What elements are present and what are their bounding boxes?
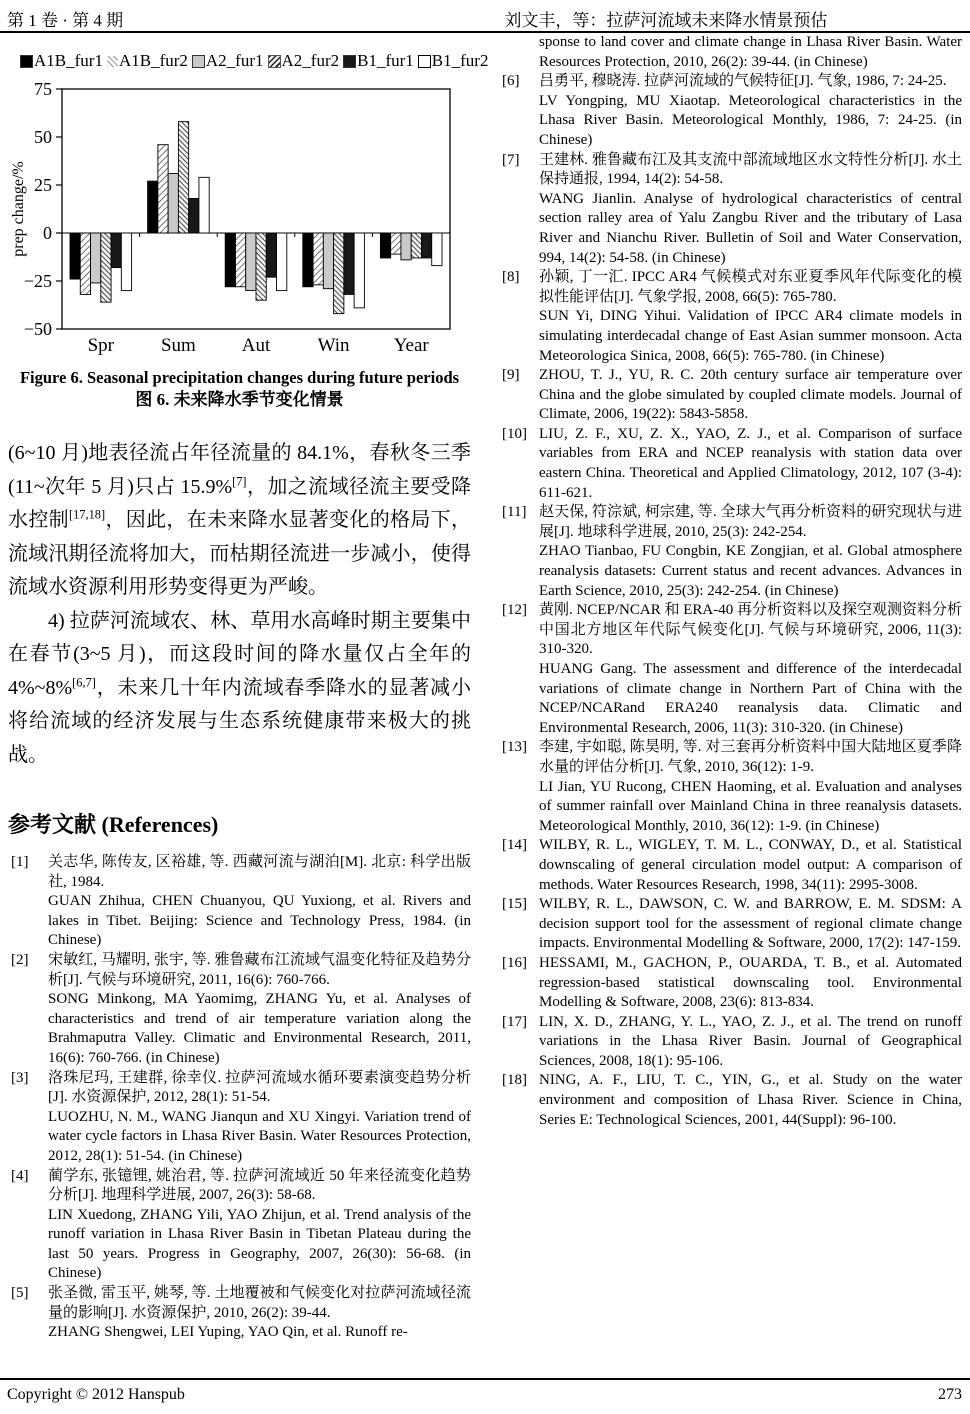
- citation-superscript: [17,18]: [68, 507, 106, 522]
- reference-number: [1]: [11, 854, 29, 870]
- legend-label: A1B_fur2: [118, 51, 188, 70]
- reference-item: [499, 895, 962, 954]
- reference-text: sponse to land cover and climate change in Lhasa River Basin. Water Resources Protection, 2010, 26(2): 39-44. (in Chinese): [539, 34, 962, 70]
- reference-text: HESSAMI, M., GACHON, P., OUARDA, T. B., et al. Automated regression-based statistical downscaling tool. Environmental Modelling & Software, 2008, 23(6): 813-834.: [539, 954, 962, 1011]
- reference-item: [499, 151, 962, 269]
- reference-number: [5]: [11, 1285, 29, 1302]
- reference-item: [8, 1069, 471, 1167]
- legend-item: [20, 51, 103, 71]
- reference-text: 王建林. 雅鲁藏布江及其支流中部流域地区水文特性分析[J]. 水土保持通报, 1994, 14(2): 54-58.: [539, 151, 962, 188]
- citation-superscript: [6,7]: [72, 674, 96, 689]
- reference-number: [2]: [11, 951, 29, 968]
- reference-text: GUAN Zhihua, CHEN Chuanyou, QU Yuxiong, et al. Rivers and lakes in Tibet. Beijing: Science and Technology Press, 1984. (in Chinese): [48, 893, 471, 949]
- legend-marker-B1_fur2: [418, 55, 431, 68]
- running-title: 刘文丰，等：拉萨河流域未来降水情景预估: [504, 11, 828, 30]
- reference-text: 张圣微, 雷玉平, 姚琴, 等. 土地覆被和气候变化对拉萨河流域径流量的影响[J]. 水资源保护, 2010, 26(2): 39-44.: [48, 1285, 471, 1321]
- reference-item: [499, 425, 962, 503]
- body-paragraph-1: (6~10 月)地表径流占年径流量的 84.1%，春秋冬三季(11~次年 5 月)只占 15.9%[7]，加之流域径流主要受降水控制[17,18]，因此，在未来降水显著变化的格局下，流域汛期径流将加大，而枯期径流进一步减小，使得流域水资源利用形势变得更为严峻。: [8, 442, 472, 598]
- chart-legend: [8, 51, 489, 71]
- reference-number: [12]: [502, 602, 527, 619]
- seasonal-precip-bar-chart: [10, 77, 465, 355]
- reference-text: 黄刚. NCEP/NCAR 和 ERA-40 再分析资料以及探空观测资料分析中国北方地区年代际气候变化[J]. 气候与环境研究, 2006, 11(3): 310-320.: [539, 602, 962, 658]
- reference-text: SONG Minkong, MA Yaomimg, ZHANG Yu, et al. Analyses of characteristics and trend of air temperature variation along the Brahmaputra Valley. Climatic and Environmental Research, 2011, 16(6): 760-766. (in Chinese): [48, 991, 471, 1066]
- reference-number: [18]: [502, 1072, 527, 1089]
- reference-text: 蔺学东, 张镱锂, 姚治君, 等. 拉萨河流域近 50 年来径流变化趋势分析[J]. 地理科学进展, 2007, 26(3): 58-68.: [48, 1167, 471, 1204]
- reference-item: [499, 601, 962, 738]
- svg-text:50: 50: [34, 127, 52, 147]
- reference-item: [499, 1071, 962, 1130]
- reference-number: [4]: [11, 1167, 29, 1184]
- svg-text:prep change/%: prep change/%: [10, 161, 27, 257]
- references-list-right: [499, 33, 962, 1130]
- reference-text: 李建, 宇如聪, 陈昊明, 等. 对三套再分析资料中国大陆地区夏季降水量的评估分析[J]. 气象, 2010, 36(12): 1-9.: [539, 739, 962, 775]
- reference-item: [8, 853, 471, 951]
- reference-number: [14]: [502, 837, 527, 854]
- references-heading: 参考文献 (References): [8, 812, 219, 837]
- legend-label: A1B_fur1: [34, 51, 103, 70]
- legend-item: [418, 51, 489, 71]
- reference-text: SUN Yi, DING Yihui. Validation of IPCC AR4 climate models in simulating interdecadal change of East Asian summer monsoon. Acta Meteorologica Sinica, 2008, 66(5): 765-780. (in Chinese): [539, 308, 962, 364]
- svg-text:Sum: Sum: [160, 335, 196, 355]
- svg-text:−25: −25: [23, 271, 52, 291]
- legend-label: A2_fur1: [205, 51, 264, 70]
- legend-label: B1_fur2: [431, 51, 489, 70]
- reference-text: 孙颖, 丁一汇. IPCC AR4 气候模式对东亚夏季风年代际变化的模拟性能评估[J]. 气象学报, 2008, 66(5): 765-780.: [539, 269, 962, 305]
- two-column-layout: [8, 33, 962, 1343]
- reference-text: NING, A. F., LIU, T. C., YIN, G., et al. Study on the water environment and composition of Lhasa River. Science in China, Series E: Technological Sciences, 2001, 44(Suppl): 96-100.: [539, 1072, 962, 1128]
- reference-text: 宋敏红, 马耀明, 张宇, 等. 雅鲁藏布江流域气温变化特征及趋势分析[J]. 气候与环境研究, 2011, 16(6): 760-766.: [48, 951, 471, 988]
- reference-item: [499, 503, 962, 601]
- reference-number: [9]: [502, 367, 520, 384]
- reference-text: LV Yongping, MU Xiaotap. Meteorological characteristics in the Lhasa River Basin. Meteorological Monthly, 1986, 7: 24-25. (in Chinese): [539, 92, 962, 148]
- svg-text:Spr: Spr: [87, 335, 115, 355]
- reference-item: [499, 1013, 962, 1072]
- reference-text: WILBY, R. L., WIGLEY, T. M. L., CONWAY, D., et al. Statistical downscaling of general circulation model output: A comparison of methods. Water Resources Research, 1998, 34(11): 2995-3008.: [539, 837, 962, 893]
- reference-item: [499, 268, 962, 366]
- svg-text:−50: −50: [23, 319, 52, 339]
- reference-number: [11]: [502, 504, 527, 521]
- reference-item: [499, 72, 962, 150]
- figure-caption-english: Figure 6. Seasonal precipitation changes during future periods: [19, 368, 460, 387]
- page-footer: [0, 1378, 970, 1406]
- right-column: [499, 33, 962, 1130]
- legend-marker-A1B_fur1: [20, 55, 33, 68]
- copyright-notice: Copyright © 2012 Hanspub: [7, 1386, 185, 1403]
- reference-item: [8, 1284, 471, 1343]
- volume-issue-label: 第 1 卷 · 第 4 期: [7, 11, 124, 30]
- reference-number: [13]: [502, 739, 527, 756]
- legend-item: [268, 51, 340, 71]
- reference-text: LUOZHU, N. M., WANG Jianqun and XU Xingyi. Variation trend of water cycle factors in Lhasa River Basin. Water Resources Protection, 2012, 28(1): 51-54. (in Chinese): [48, 1108, 471, 1164]
- figure-caption-chinese: 图 6. 未来降水季节变化情景: [135, 390, 344, 409]
- reference-text: ZHAO Tianbao, FU Congbin, KE Zongjian, et al. Global atmosphere reanalysis datasets: Current status and recent advances. Advances in Earth Science, 2010, 25(3): 242-254. (in Chinese): [539, 543, 962, 599]
- legend-item: [107, 51, 188, 71]
- figure-6: [8, 51, 489, 411]
- left-column: [8, 33, 489, 1343]
- legend-marker-A2_fur1: [192, 55, 205, 68]
- reference-item: [499, 738, 962, 836]
- reference-text: 洛珠尼玛, 王建群, 徐幸仪. 拉萨河流域水循环要素演变趋势分析[J]. 水资源保护, 2012, 28(1): 51-54.: [48, 1069, 471, 1106]
- reference-item: [8, 1167, 471, 1285]
- svg-text:25: 25: [34, 175, 52, 195]
- legend-marker-A1B_fur2: [107, 56, 118, 67]
- page-header: [0, 0, 970, 33]
- reference-number: [10]: [502, 425, 527, 442]
- body-text: [8, 437, 471, 772]
- body-paragraph-2: 4) 拉萨河流域农、林、草用水高峰时期主要集中在春节(3~5 月)，而这段时间的降水量仅占全年的 4%~8%[6,7]，未来几十年内流域春季降水的显著减小将给流域的经济发展与生态系统健康带来极大的挑战。: [8, 609, 471, 766]
- reference-text: 赵天保, 符淙斌, 柯宗建, 等. 全球大气再分析资料的研究现状与进展[J]. 地球科学进展, 2010, 25(3): 242-254.: [539, 504, 962, 540]
- legend-item: [343, 51, 414, 71]
- svg-text:Win: Win: [317, 335, 350, 355]
- reference-text: 关志华, 陈传友, 区裕雄, 等. 西藏河流与湖泊[M]. 北京: 科学出版社, 1984.: [48, 854, 471, 890]
- legend-marker-B1_fur1: [343, 55, 356, 68]
- reference-number: [8]: [502, 269, 520, 286]
- reference-number: [6]: [502, 73, 520, 90]
- svg-text:0: 0: [43, 223, 52, 243]
- reference-text: HUANG Gang. The assessment and difference of the interdecadal variations of climate change in Northern Part of China with the NCEP/NCARand ERA240 reanalysis data. Climatic and Environmental Research, 2006, 11(3): 310-320. (in Chinese): [539, 661, 962, 736]
- reference-number: [7]: [502, 151, 520, 168]
- reference-text: LI Jian, YU Rucong, CHEN Haoming, et al. Evaluation and analyses of summer rainfall over Mainland China in three reanalysis datasets. Meteorological Monthly, 2010, 36(12): 1-9. (in Chinese): [539, 778, 962, 834]
- legend-label: A2_fur2: [281, 51, 340, 70]
- references-list-left: [8, 853, 471, 1343]
- reference-number: [16]: [502, 954, 527, 971]
- reference-item: [499, 836, 962, 895]
- reference-text: WILBY, R. L., DAWSON, C. W. and BARROW, E. M. SDSM: A decision support tool for the assessment of regional climate change impacts. Environmental Modelling & Software, 2000, 17(2): 147-159.: [539, 896, 962, 952]
- reference-item: [499, 366, 962, 425]
- reference-number: [3]: [11, 1069, 29, 1086]
- reference-text: ZHOU, T. J., YU, R. C. 20th century surface air temperature over China and the globe simulated by coupled climate models. Journal of Climate, 2006, 19(22): 5843-5858.: [539, 367, 962, 423]
- legend-label: B1_fur1: [357, 51, 414, 70]
- reference-item-continuation: [499, 33, 962, 72]
- reference-number: [15]: [502, 896, 527, 913]
- reference-text: LIU, Z. F., XU, Z. X., YAO, Z. J., et al. Comparison of surface variables from ERA and NCEP reanalysis with station data over eastern China. Theoretical and Applied Climatology, 2012, 107 (3-4): 611-621.: [539, 425, 962, 501]
- reference-text: 吕勇平, 穆晓涛. 拉萨河流域的气候特征[J]. 气象, 1986, 7: 24-25.: [539, 73, 947, 90]
- citation-superscript: [7]: [232, 473, 247, 488]
- reference-item: [8, 951, 471, 1069]
- svg-text:Year: Year: [393, 335, 429, 355]
- page-number: 273: [938, 1386, 962, 1403]
- svg-text:Aut: Aut: [241, 335, 271, 355]
- reference-text: LIN, X. D., ZHANG, Y. L., YAO, Z. J., et al. The trend on runoff variations in the Lhasa River Basin. Journal of Geographical Sciences, 2008, 18(1): 95-106.: [539, 1013, 962, 1069]
- figure-caption: [8, 367, 471, 411]
- legend-item: [192, 51, 264, 71]
- chart-area: [8, 77, 471, 355]
- reference-text: LIN Xuedong, ZHANG Yili, YAO Zhijun, et al. Trend analysis of the runoff variation in Lhasa River Basin in Tibetan Plateau during the last 50 years. Progress in Geography, 2007, 26(30): 56-68. (in Chinese): [48, 1206, 471, 1282]
- reference-text: WANG Jianlin. Analyse of hydrological characteristics of central section ralley area of Yalu Zangbu River and the tributary of Lasa River and Nianchu River. Bulletin of Soil and Water Conservation, 994, 14(2): 54-58. (in Chinese): [539, 190, 962, 266]
- legend-marker-A2_fur2: [268, 55, 281, 68]
- reference-text: ZHANG Shengwei, LEI Yuping, YAO Qin, et al. Runoff re-: [48, 1324, 408, 1341]
- svg-text:75: 75: [34, 79, 52, 99]
- reference-number: [17]: [502, 1013, 527, 1030]
- reference-item: [499, 954, 962, 1013]
